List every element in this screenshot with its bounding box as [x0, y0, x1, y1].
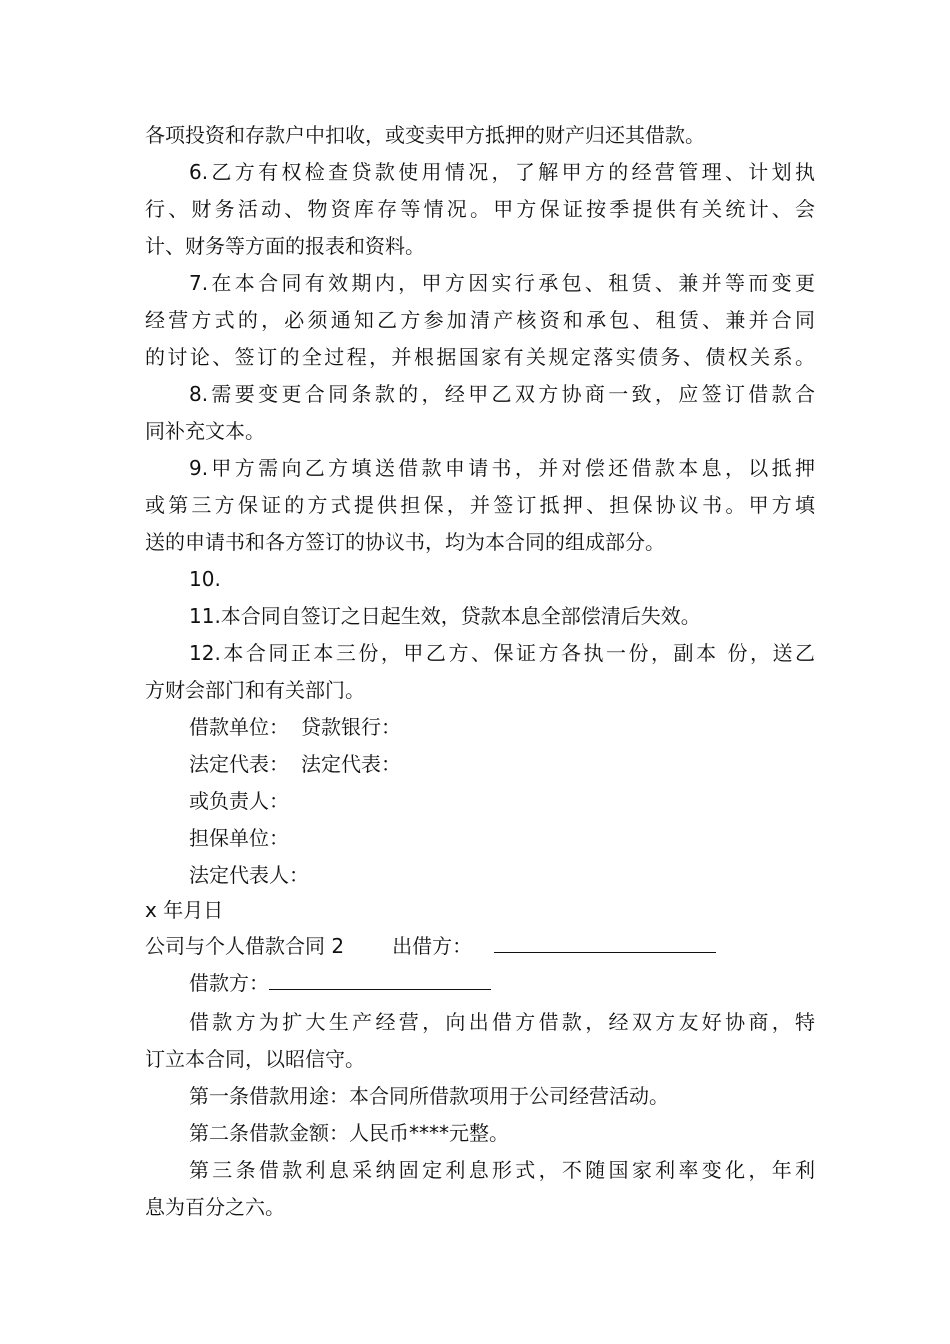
signature-line-legal-rep — [189, 746, 815, 782]
paragraph-line: 9.甲方需向乙方填送借款申请书，并对偿还借款本息，以抵押 — [189, 456, 815, 480]
borrower-unit-label: 借款单位： — [189, 715, 289, 739]
borrower-blank — [269, 967, 491, 990]
lender-blank — [494, 930, 716, 953]
paragraph-line: 经营方式的，必须通知乙方参加清产核资和承包、租赁、兼并合同 — [145, 308, 815, 332]
guarantor-unit-label: 担保单位： — [189, 826, 289, 850]
paragraph-line: 6.乙方有权检查贷款使用情况，了解甲方的经营管理、计划执 — [189, 160, 815, 184]
paragraph-line: 7.在本合同有效期内，甲方因实行承包、租赁、兼并等而变更 — [189, 271, 815, 295]
paragraph-line: 的讨论、签订的全过程，并根据国家有关规定落实债务、债权关系。 — [145, 345, 815, 369]
paragraph-line: 12.本合同正本三份，甲乙方、保证方各执一份，副本 份，送乙 — [189, 641, 815, 665]
legal-rep-label: 法定代表： — [301, 752, 401, 776]
or-responsible-label: 或负责人： — [189, 789, 289, 813]
paragraph-line: 10. — [189, 567, 221, 591]
paragraph-line: 方财会部门和有关部门。 — [145, 678, 365, 702]
lender-label: 出借方： — [392, 934, 473, 958]
paragraph-line: 计、财务等方面的报表和资料。 — [145, 234, 425, 258]
paragraph-line: 同补充文本。 — [145, 419, 265, 443]
contract-2-header — [145, 928, 815, 964]
lending-bank-label: 贷款银行： — [301, 715, 401, 739]
paragraph-line: 第二条借款金额：人民币****元整。 — [189, 1121, 509, 1145]
paragraph-line: 行、财务活动、物资库存等情况。甲方保证按季提供有关统计、会 — [145, 197, 815, 221]
borrower-row — [189, 965, 815, 1001]
legal-rep-person-label: 法定代表人： — [189, 863, 309, 887]
paragraph-line: 送的申请书和各方签订的协议书，均为本合同的组成部分。 — [145, 530, 665, 554]
paragraph-line: 或第三方保证的方式提供担保，并签订抵押、担保协议书。甲方填 — [145, 493, 815, 517]
legal-rep-label: 法定代表： — [189, 752, 289, 776]
paragraph-line: 息为百分之六。 — [145, 1195, 285, 1219]
date-line: x 年月日 — [145, 898, 224, 922]
paragraph-line: 第一条借款用途：本合同所借款项用于公司经营活动。 — [189, 1084, 669, 1108]
paragraph-line: 订立本合同，以昭信守。 — [145, 1047, 365, 1071]
paragraph-line: 11.本合同自签订之日起生效，贷款本息全部偿清后失效。 — [189, 604, 701, 628]
paragraph-line: 借款方为扩大生产经营，向出借方借款，经双方友好协商，特 — [189, 1010, 815, 1034]
borrower-label: 借款方： — [189, 971, 269, 995]
paragraph-line: 第三条借款利息采纳固定利息形式，不随国家利率变化，年利 — [189, 1158, 815, 1182]
contract-2-title: 公司与个人借款合同 2 — [145, 934, 345, 958]
paragraph-line: 8.需要变更合同条款的，经甲乙双方协商一致，应签订借款合 — [189, 382, 815, 406]
signature-line-borrower — [189, 709, 815, 745]
paragraph-line: 各项投资和存款户中扣收，或变卖甲方抵押的财产归还其借款。 — [145, 123, 705, 147]
